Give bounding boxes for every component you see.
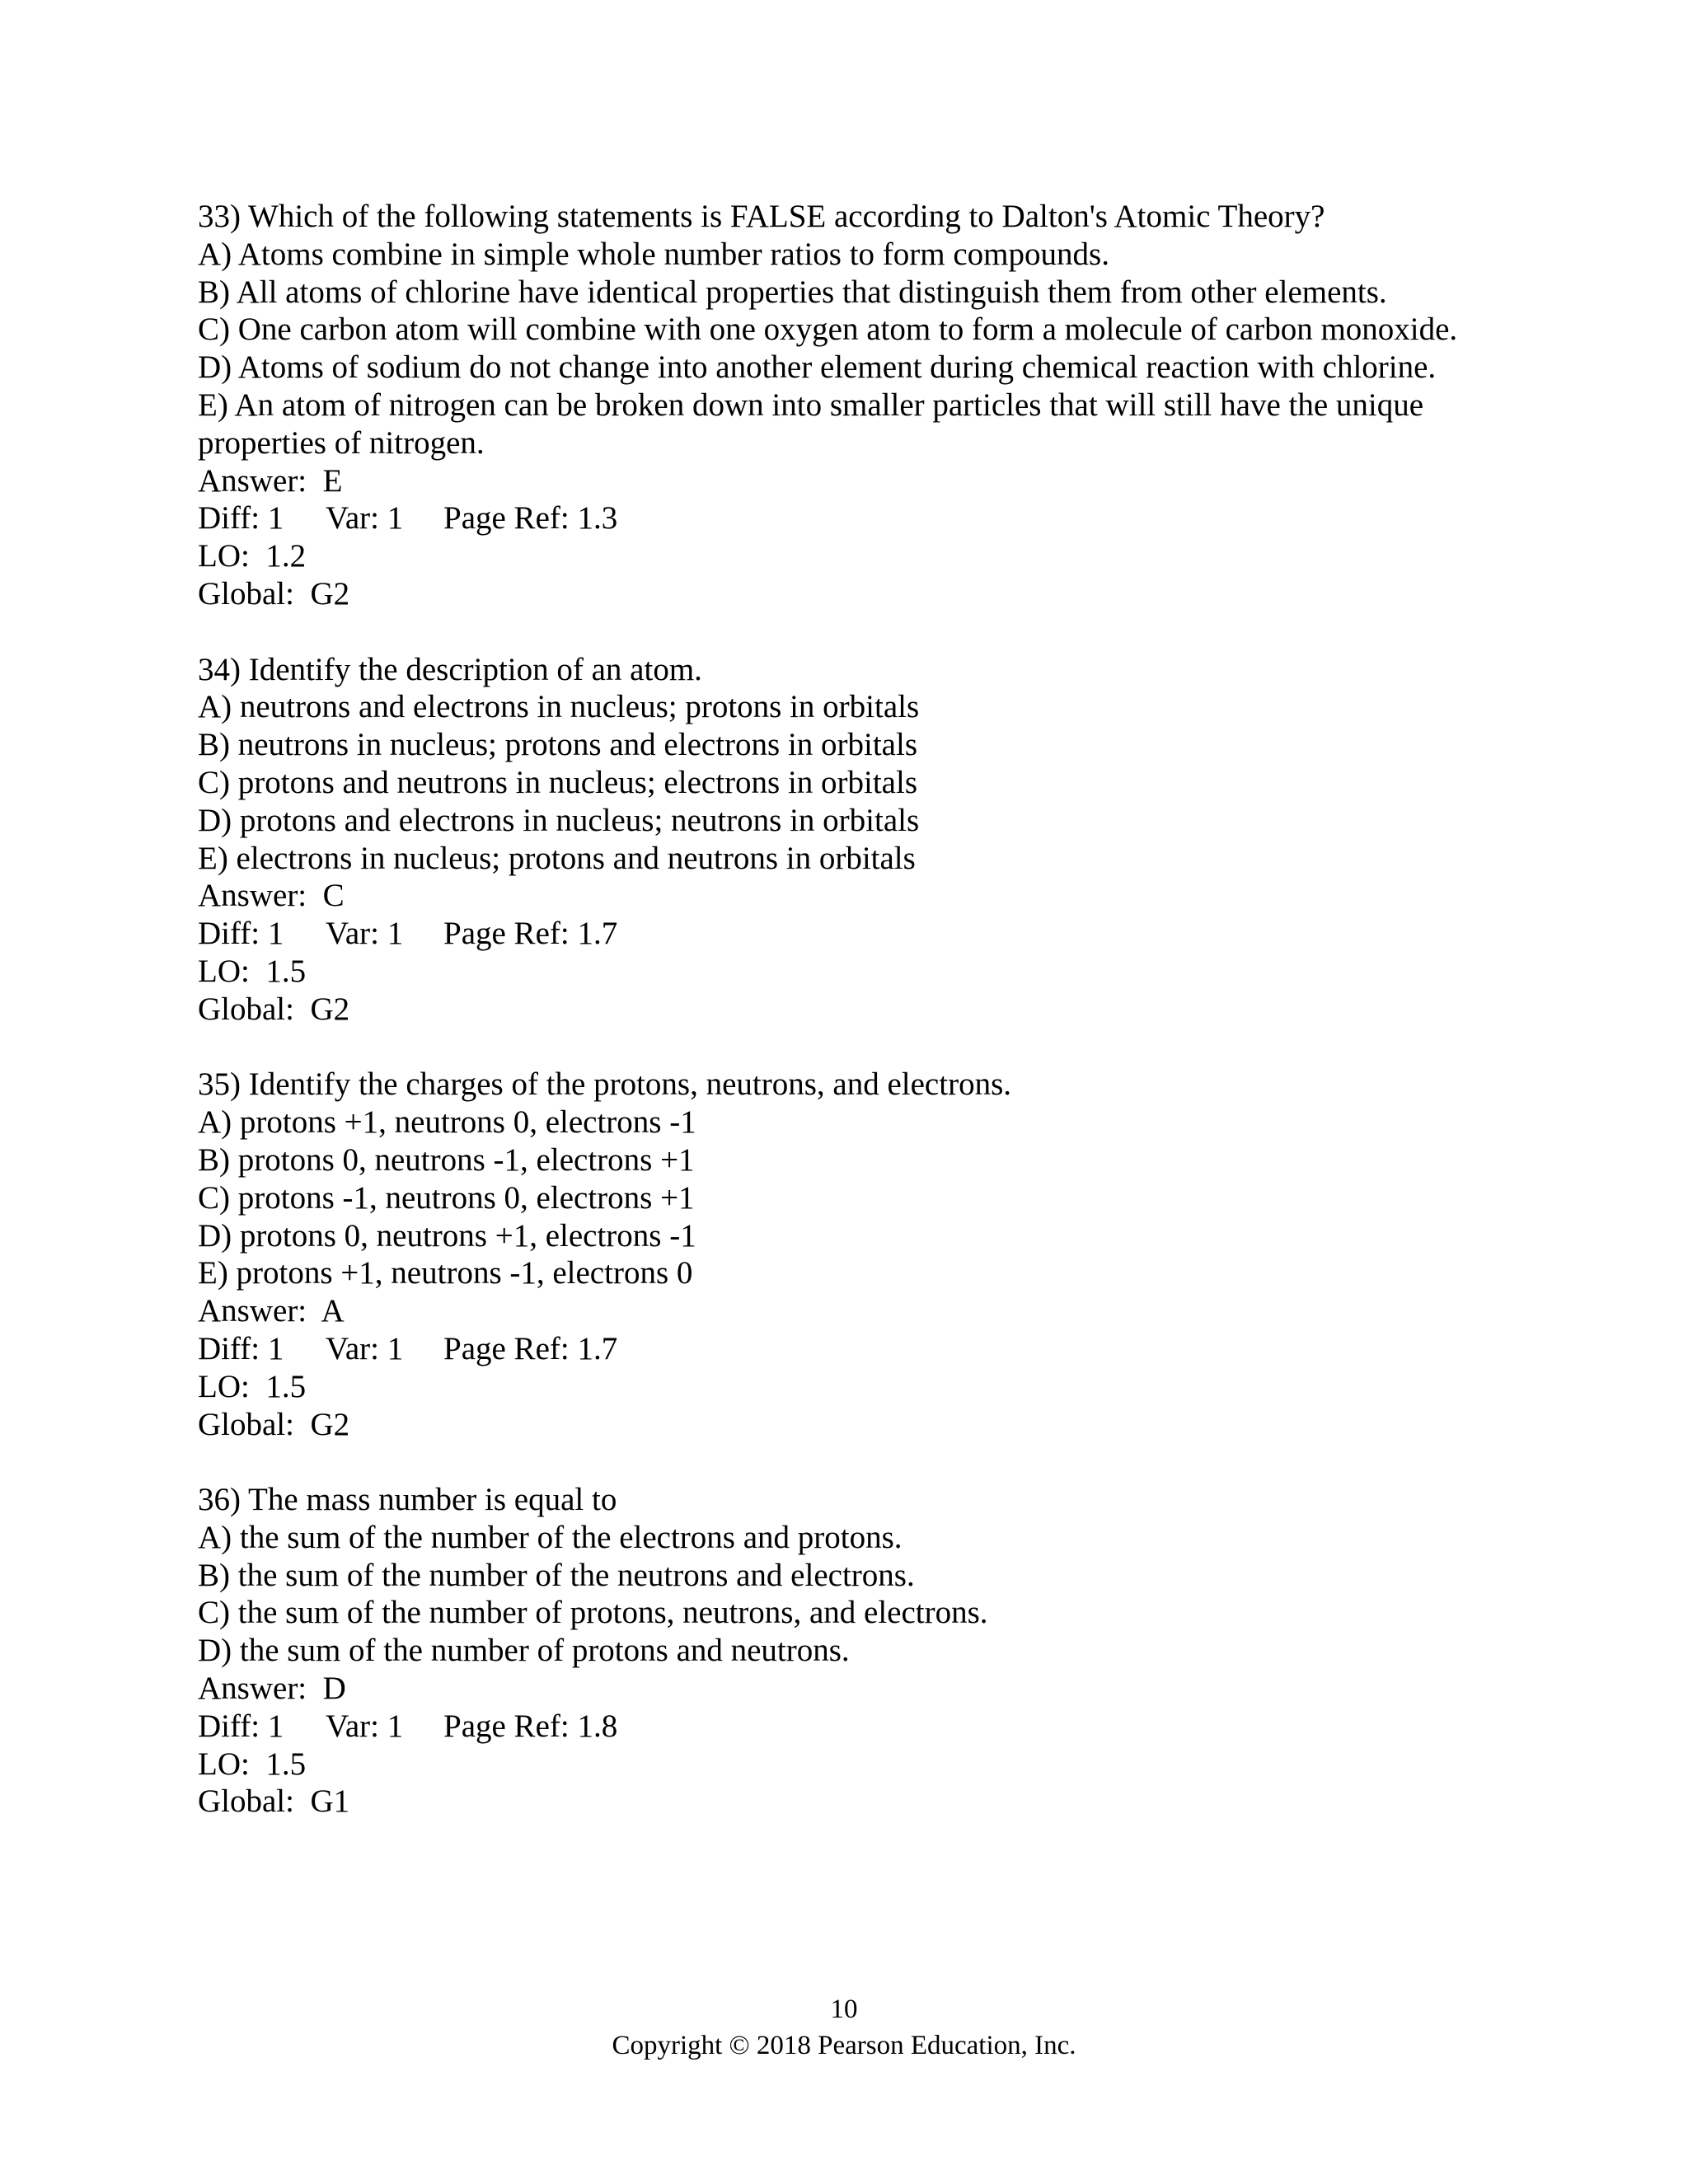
learning-objective: LO: 1.5 [198,1746,307,1782]
learning-objective: LO: 1.2 [198,538,307,574]
question-34 [198,651,1517,1029]
global-outcome: Global: G2 [198,991,350,1027]
answer-option-c: C) protons and neutrons in nucleus; electrons in orbitals [198,764,918,800]
question-metadata [198,1330,1517,1368]
variant: Var: 1 [326,1708,404,1744]
learning-objective: LO: 1.5 [198,1368,307,1404]
answer-option-e: E) electrons in nucleus; protons and neutrons in orbitals [198,840,916,876]
page-reference: Page Ref: 1.7 [443,1330,618,1366]
answer-option-e: E) An atom of nitrogen can be broken down into smaller particles that will still have the unique properties of nitrogen. [198,387,1424,461]
answer-option-d: D) protons and electrons in nucleus; neutrons in orbitals [198,802,920,838]
question-33 [198,198,1517,613]
difficulty: Diff: 1 [198,1330,284,1366]
question-list [198,198,1517,1821]
answer-option-d: D) Atoms of sodium do not change into another element during chemical reaction with chlorine. [198,349,1437,386]
question-stem: 35) Identify the charges of the protons, neutrons, and electrons. [198,1066,1011,1103]
answer-option-a: A) Atoms combine in simple whole number ratios to form compounds. [198,236,1109,272]
answer-option-d: D) protons 0, neutrons +1, electrons -1 [198,1217,696,1254]
copyright-notice: Copyright © 2018 Pearson Education, Inc. [612,2031,1076,2060]
answer-key: Answer: D [198,1671,346,1707]
answer-option-c: C) protons -1, neutrons 0, electrons +1 [198,1179,695,1216]
variant: Var: 1 [326,500,404,537]
answer-option-a: A) the sum of the number of the electrons and protons. [198,1519,903,1555]
difficulty: Diff: 1 [198,500,284,537]
page-reference: Page Ref: 1.8 [443,1708,618,1744]
answer-option-a: A) protons +1, neutrons 0, electrons -1 [198,1104,696,1141]
difficulty: Diff: 1 [198,1708,284,1744]
answer-option-b: B) protons 0, neutrons -1, electrons +1 [198,1141,695,1178]
learning-objective: LO: 1.5 [198,953,307,989]
answer-option-b: B) All atoms of chlorine have identical properties that distinguish them from other elements. [198,274,1387,310]
global-outcome: Global: G1 [198,1783,350,1820]
answer-option-e: E) protons +1, neutrons -1, electrons 0 [198,1255,693,1291]
question-metadata [198,915,1517,953]
variant: Var: 1 [326,1330,404,1366]
global-outcome: Global: G2 [198,1406,350,1442]
difficulty: Diff: 1 [198,916,284,952]
global-outcome: Global: G2 [198,575,350,612]
answer-key: Answer: A [198,1293,345,1329]
question-36 [198,1481,1517,1821]
answer-option-a: A) neutrons and electrons in nucleus; protons in orbitals [198,689,920,725]
answer-option-b: B) neutrons in nucleus; protons and electrons in orbitals [198,727,918,763]
question-metadata [198,1708,1517,1746]
answer-key: Answer: C [198,878,345,914]
answer-option-d: D) the sum of the number of protons and neutrons. [198,1633,850,1669]
page-reference: Page Ref: 1.3 [443,500,618,537]
question-stem: 33) Which of the following statements is FALSE according to Dalton's Atomic Theory? [198,199,1325,234]
question-stem: 36) The mass number is equal to [198,1482,617,1518]
page-reference: Page Ref: 1.7 [443,916,618,952]
page-number: 10 [830,1994,858,2024]
answer-option-b: B) the sum of the number of the neutrons and electrons. [198,1557,915,1593]
question-metadata [198,499,1517,537]
variant: Var: 1 [326,916,404,952]
question-35 [198,1066,1517,1443]
answer-key: Answer: E [198,462,343,499]
answer-option-c: C) the sum of the number of protons, neutrons, and electrons. [198,1595,988,1631]
question-stem: 34) Identify the description of an atom. [198,651,702,687]
answer-option-c: C) One carbon atom will combine with one oxygen atom to form a molecule of carbon monoxide. [198,312,1458,348]
